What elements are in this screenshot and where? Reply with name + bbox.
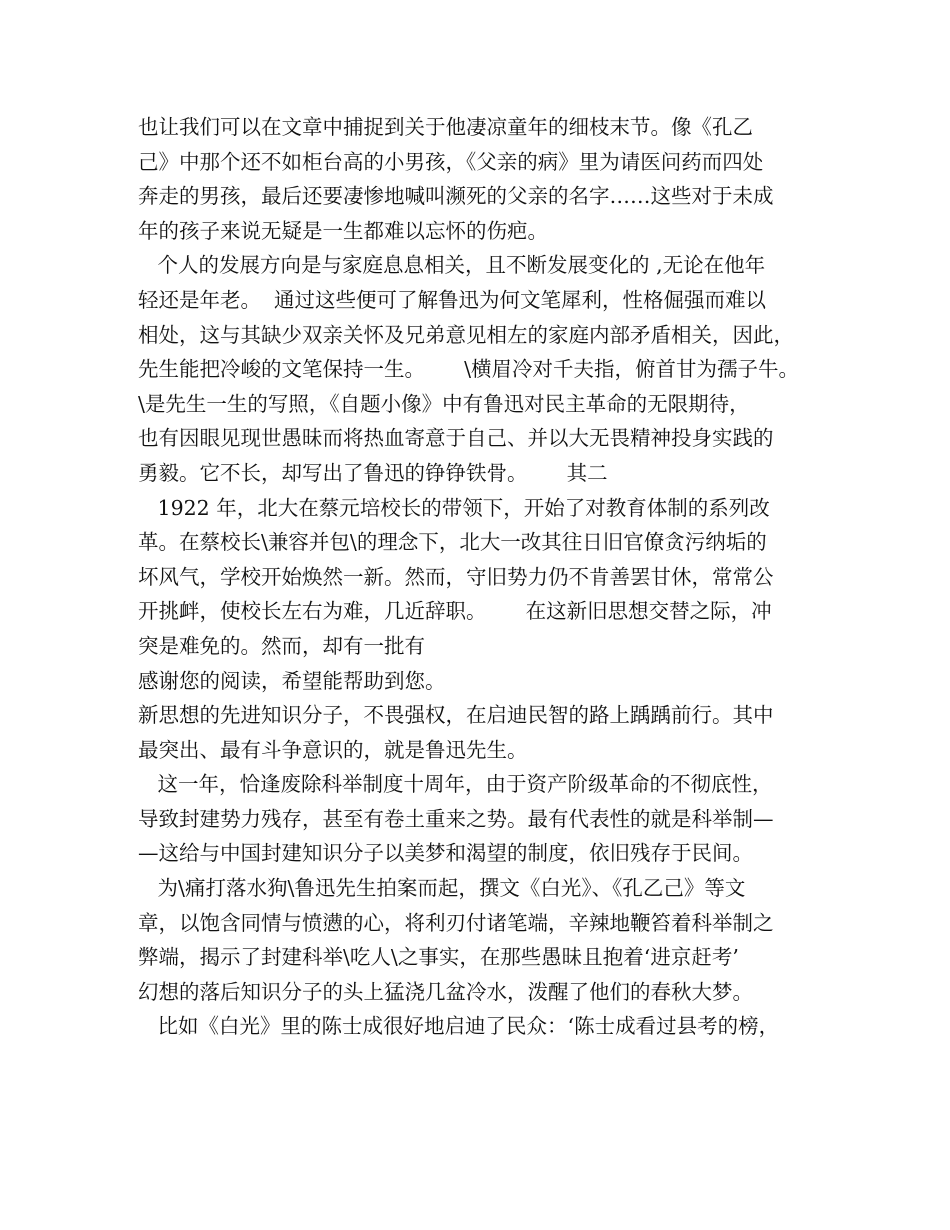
text-line: 相处，这与其缺少双亲关怀及兄弟意见相左的家庭内部矛盾相关，因此， bbox=[138, 322, 794, 347]
text-line: 己》中那个还不如柜台高的小男孩，《父亲的病》里为请医问药而四处 bbox=[138, 149, 764, 174]
text-line: 最突出、最有斗争意识的，就是鲁迅先生。 bbox=[138, 737, 528, 762]
text-line: 幻想的落后知识分子的头上猛浇几盆冷水，泼醒了他们的春秋大梦。 bbox=[138, 979, 753, 1004]
text-line: 革。在蔡校长\兼容并包\的理念下，北大一改其往日旧官僚贪污纳垢的 bbox=[138, 530, 767, 555]
text-line: 坏风气，学校开始焕然一新。然而，守旧势力仍不肯善罢甘休，常常公 bbox=[138, 564, 774, 589]
document-body bbox=[138, 110, 838, 1044]
text-line: 个人的发展方向是与家庭息息相关，且不断发展变化的 ,无论在他年 bbox=[138, 253, 766, 278]
text-line: 导致封建势力残存，甚至有卷土重来之势。最有代表性的就是科举制— bbox=[138, 806, 774, 831]
text-line: —这给与中国封建知识分子以美梦和渴望的制度，依旧残存于民间。 bbox=[138, 841, 753, 866]
text-line: 突是难免的。然而，却有一批有 bbox=[138, 633, 425, 658]
text-line: \是先生一生的写照，《自题小像》中有鲁迅对民主革命的无限期待， bbox=[138, 391, 750, 416]
text-line: 年的孩子来说无疑是一生都难以忘怀的伤疤。 bbox=[138, 218, 548, 243]
text-line: 先生能把冷峻的文笔保持一生。 \横眉冷对千夫指，俯首甘为孺子牛。 bbox=[138, 357, 800, 382]
text-line: 勇毅。它不长，却写出了鲁迅的铮铮铁骨。 其二 bbox=[138, 460, 608, 485]
text-line: 也有因眼见现世愚昧而将热血寄意于自己、并以大无畏精神投身实践的 bbox=[138, 426, 774, 451]
text-line: 这一年，恰逢废除科举制度十周年，由于资产阶级革命的不彻底性， bbox=[138, 772, 773, 797]
text-line: 新思想的先进知识分子，不畏强权，在启迪民智的路上踽踽前行。其中 bbox=[138, 703, 774, 728]
text-line: 也让我们可以在文章中捕捉到关于他凄凉童年的细枝末节。像《孔乙 bbox=[138, 115, 753, 139]
text-line: 章，以饱含同情与愤懑的心，将利刃付诸笔端，辛辣地鞭笞着科举制之 bbox=[138, 910, 774, 935]
text-line: 奔走的男孩，最后还要凄惨地喊叫濒死的父亲的名字……这些对于未成 bbox=[138, 184, 774, 209]
text-line: 开挑衅，使校长左右为难，几近辞职。 在这新旧思想交替之际，冲 bbox=[138, 599, 772, 624]
text-line: 1922 年，北大在蔡元培校长的带领下，开始了对教育体制的系列改 bbox=[138, 495, 770, 520]
text-line: 弊端，揭示了封建科举\吃人\之事实，在那些愚昧且抱着‘进京赶考’ bbox=[138, 945, 739, 970]
thanks-note: 感谢您的阅读，希望能帮助到您。 bbox=[138, 668, 446, 693]
text-line: 为\痛打落水狗\鲁迅先生拍案而起，撰文《白光》、《孔乙己》等文 bbox=[138, 876, 746, 901]
text-line: 轻还是年老。 通过这些便可了解鲁迅为何文笔犀利，性格倔强而难以 bbox=[138, 287, 767, 312]
text-line: 比如《白光》里的陈士成很好地启迪了民众：‘陈士成看过县考的榜， bbox=[138, 1014, 780, 1039]
